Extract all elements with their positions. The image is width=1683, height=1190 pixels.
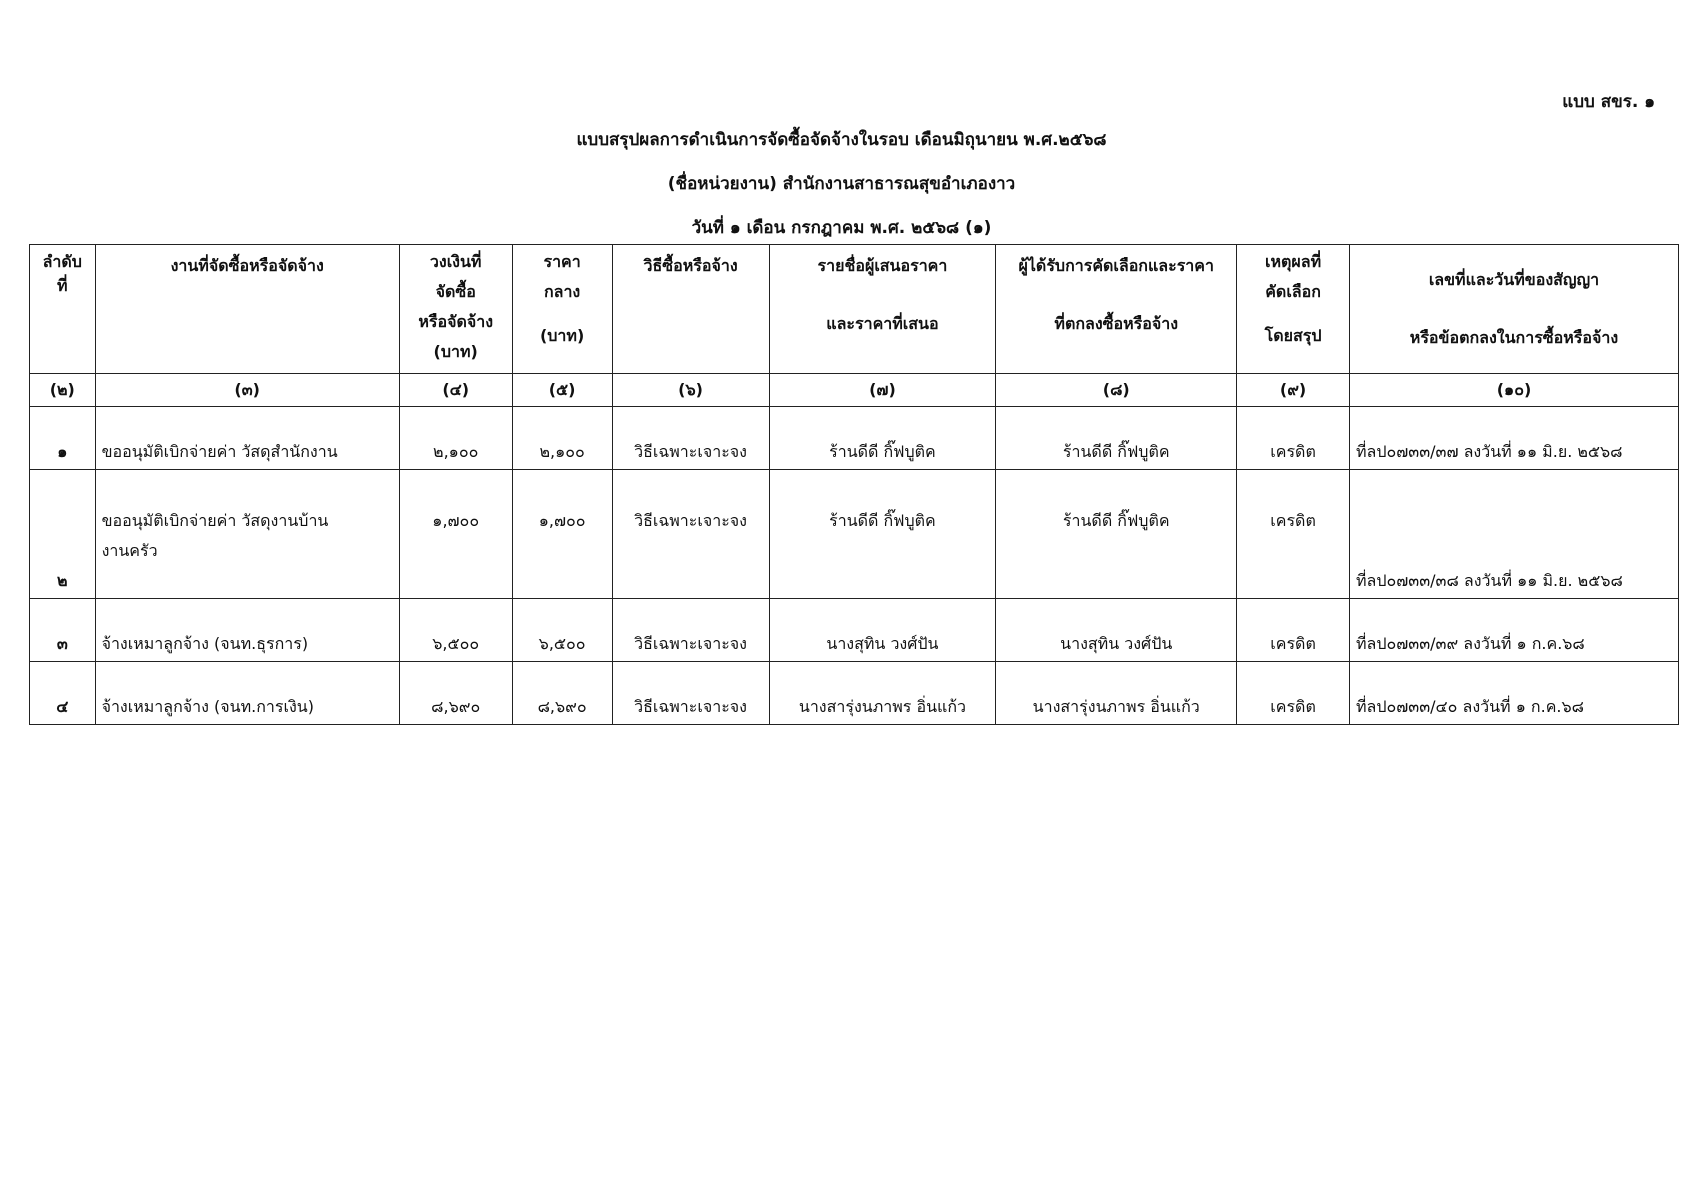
row-item: ขออนุมัติเบิกจ่ายค่า วัสดุสำนักงาน <box>95 407 399 470</box>
row-bidder: ร้านดีดี กิ๊ฟบูติค <box>769 470 996 599</box>
agency-name: (ชื่อหน่วยงาน) สำนักงานสาธารณสุขอำเภองาว <box>667 174 1016 194</box>
col-number: (๖) <box>612 374 769 407</box>
row-winner: ร้านดีดี กิ๊ฟบูติค <box>996 470 1237 599</box>
header-contract: เลขที่และวันที่ของสัญญา หรือข้อตกลงในการซื้อหรือจ้าง <box>1349 245 1678 374</box>
col-number: (๒) <box>30 374 96 407</box>
row-winner: นางสารุ่งนภาพร อิ่นแก้ว <box>996 662 1237 725</box>
header-median: ราคา กลาง (บาท) <box>512 245 612 374</box>
row-contract: ที่ลป๐๗๓๓/๔๐ ลงวันที่ ๑ ก.ค.๖๘ <box>1349 662 1678 725</box>
row-method: วิธีเฉพาะเจาะจง <box>612 599 769 662</box>
row-reason: เครดิต <box>1237 470 1350 599</box>
row-contract: ที่ลป๐๗๓๓/๓๗ ลงวันที่ ๑๑ มิ.ย. ๒๕๖๘ <box>1349 407 1678 470</box>
row-contract: ที่ลป๐๗๓๓/๓๙ ลงวันที่ ๑ ก.ค.๖๘ <box>1349 599 1678 662</box>
row-no: ๒ <box>30 470 96 599</box>
report-date: วันที่ ๑ เดือน กรกฎาคม พ.ศ. ๒๕๖๘ (๑) <box>691 218 992 238</box>
row-method: วิธีเฉพาะเจาะจง <box>612 470 769 599</box>
row-item: ขออนุมัติเบิกจ่ายค่า วัสดุงานบ้าน งานครัว <box>95 470 399 599</box>
row-budget: ๘,๖๙๐ <box>399 662 512 725</box>
row-budget: ๑,๗๐๐ <box>399 470 512 599</box>
col-number: (๔) <box>399 374 512 407</box>
row-winner: ร้านดีดี กิ๊ฟบูติค <box>996 407 1237 470</box>
header-bidders: รายชื่อผู้เสนอราคา และราคาที่เสนอ <box>769 245 996 374</box>
report-title: แบบสรุปผลการดำเนินการจัดซื้อจัดจ้างในรอบ เดือนมิถุนายน พ.ศ.๒๕๖๘ <box>576 130 1107 150</box>
row-no: ๑ <box>30 407 96 470</box>
col-number: (๑๐) <box>1349 374 1678 407</box>
table-row <box>30 407 1679 470</box>
header-method: วิธีซื้อหรือจ้าง <box>612 245 769 374</box>
procurement-table <box>29 244 1679 725</box>
row-winner: นางสุทิน วงศ์ปัน <box>996 599 1237 662</box>
column-number-row <box>30 374 1679 407</box>
row-no: ๔ <box>30 662 96 725</box>
col-number: (๗) <box>769 374 996 407</box>
header-winner: ผู้ได้รับการคัดเลือกและราคา ที่ตกลงซื้อหรือจ้าง <box>996 245 1237 374</box>
row-bidder: นางสุทิน วงศ์ปัน <box>769 599 996 662</box>
header-item: งานที่จัดซื้อหรือจัดจ้าง <box>95 245 399 374</box>
col-number: (๘) <box>996 374 1237 407</box>
table-row <box>30 599 1679 662</box>
row-bidder: นางสารุ่งนภาพร อิ่นแก้ว <box>769 662 996 725</box>
row-budget: ๖,๕๐๐ <box>399 599 512 662</box>
row-no: ๓ <box>30 599 96 662</box>
row-contract: ที่ลป๐๗๓๓/๓๘ ลงวันที่ ๑๑ มิ.ย. ๒๕๖๘ <box>1349 470 1678 599</box>
row-reason: เครดิต <box>1237 599 1350 662</box>
row-reason: เครดิต <box>1237 662 1350 725</box>
row-method: วิธีเฉพาะเจาะจง <box>612 407 769 470</box>
row-bidder: ร้านดีดี กิ๊ฟบูติค <box>769 407 996 470</box>
row-budget: ๒,๑๐๐ <box>399 407 512 470</box>
row-median: ๒,๑๐๐ <box>512 407 612 470</box>
header-row <box>30 245 1679 374</box>
table-row <box>30 662 1679 725</box>
row-median: ๖,๕๐๐ <box>512 599 612 662</box>
table-row <box>30 470 1679 599</box>
header-budget: วงเงินที่ จัดซื้อ หรือจัดจ้าง (บาท) <box>399 245 512 374</box>
row-median: ๘,๖๙๐ <box>512 662 612 725</box>
row-reason: เครดิต <box>1237 407 1350 470</box>
col-number: (๙) <box>1237 374 1350 407</box>
row-median: ๑,๗๐๐ <box>512 470 612 599</box>
header-reason: เหตุผลที่ คัดเลือก โดยสรุป <box>1237 245 1350 374</box>
form-code: แบบ สขร. ๑ <box>1562 92 1655 112</box>
row-item: จ้างเหมาลูกจ้าง (จนท.ธุรการ) <box>95 599 399 662</box>
row-method: วิธีเฉพาะเจาะจง <box>612 662 769 725</box>
col-number: (๕) <box>512 374 612 407</box>
header-no: ลำดับ ที่ <box>30 245 96 374</box>
row-item: จ้างเหมาลูกจ้าง (จนท.การเงิน) <box>95 662 399 725</box>
col-number: (๓) <box>95 374 399 407</box>
